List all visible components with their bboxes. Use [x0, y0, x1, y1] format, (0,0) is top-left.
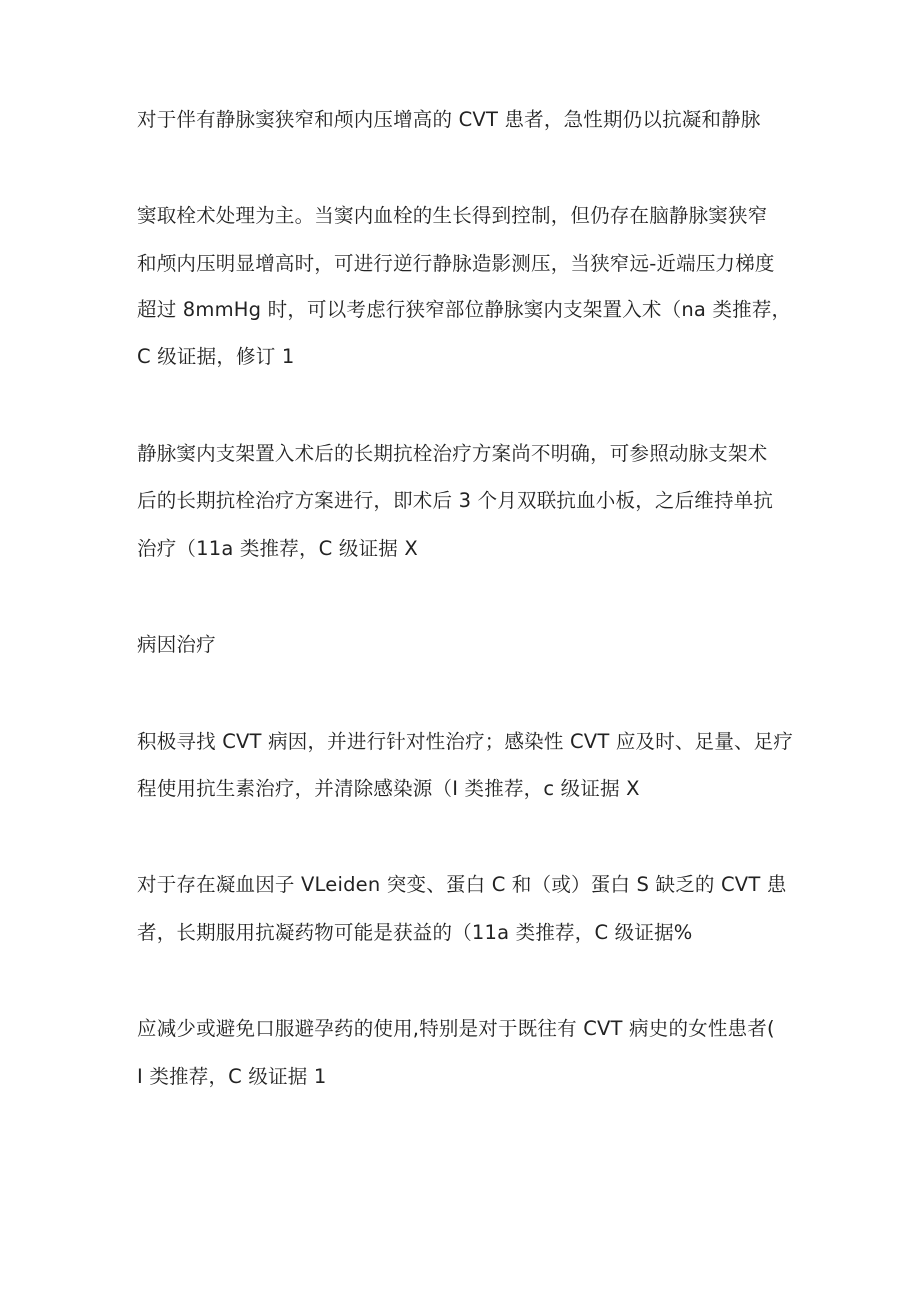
paragraph-2-line-3: 超过 8mmHg 时，可以考虑行狭窄部位静脉窦内支架置入术（na 类推荐，: [137, 298, 792, 321]
paragraph-6-line-1: 对于存在凝血因子 VLeiden 突变、蛋白 C 和（或）蛋白 S 缺乏的 CVT 患: [137, 873, 787, 896]
section-heading: 病因治疗: [137, 633, 216, 656]
paragraph-7-line-1: 应减少或避免口服避孕药的使用,特别是对于既往有 CVT 病史的女性患者(: [137, 1017, 775, 1040]
paragraph-2-line-1: 窦取栓术处理为主。当窦内血栓的生长得到控制，但仍存在脑静脉窦狭窄: [137, 204, 768, 227]
paragraph-1-line-1: 对于伴有静脉窦狭窄和颅内压增高的 CVT 患者，急性期仍以抗凝和静脉: [137, 108, 761, 131]
paragraph-3-line-1: 静脉窦内支架置入术后的长期抗栓治疗方案尚不明确，可参照动脉支架术: [137, 442, 768, 465]
paragraph-3-line-2: 后的长期抗栓治疗方案进行，即术后 3 个月双联抗血小板，之后维持单抗: [137, 489, 774, 512]
paragraph-5-line-1: 积极寻找 CVT 病因，并进行针对性治疗；感染性 CVT 应及时、足量、足疗: [137, 730, 794, 753]
paragraph-5-line-2: 程使用抗生素治疗，并清除感染源（I 类推荐，c 级证据 X: [137, 777, 640, 800]
paragraph-6-line-2: 者，长期服用抗凝药物可能是获益的（11a 类推荐，C 级证据%: [137, 921, 693, 944]
paragraph-2-line-2: 和颅内压明显增高时，可进行逆行静脉造影测压，当狭窄远-近端压力梯度: [137, 252, 775, 275]
paragraph-3-line-3: 治疗（11a 类推荐，C 级证据 X: [137, 537, 418, 560]
paragraph-7-line-2: I 类推荐，C 级证据 1: [137, 1065, 327, 1088]
paragraph-2-line-4: C 级证据，修订 1: [137, 345, 295, 368]
